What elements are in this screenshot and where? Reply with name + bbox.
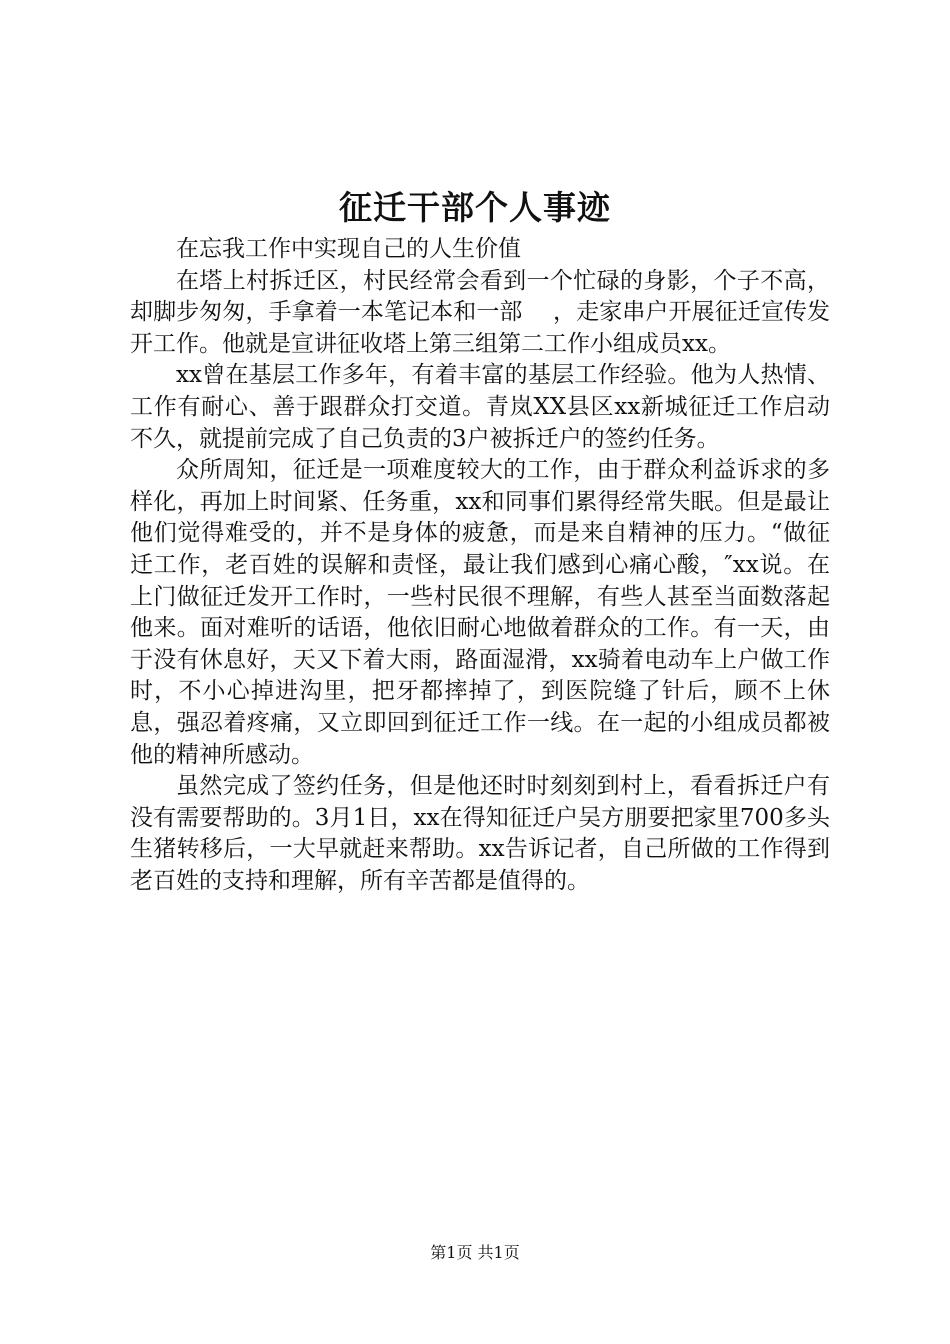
document-title: 征迁干部个人事迹	[339, 188, 611, 227]
page-footer: 第1页 共1页	[430, 1243, 520, 1262]
body-paragraph: 虽然完成了签约任务，但是他还时时刻刻到村上，看看拆迁户有没有需要帮助的。3月1日，xx在得知征迁户吴方朋要把家里700多头生猪转移后，一大早就赶来帮助。xx告诉记者，自己所做的工作得到老百姓的支持和理解，所有辛苦都是值得的。	[130, 773, 830, 894]
subtitle-paragraph: 在忘我工作中实现自己的人生价值	[176, 236, 521, 262]
document-body	[130, 234, 830, 897]
body-paragraph: xx曾在基层工作多年，有着丰富的基层工作经验。他为人热情、工作有耐心、善于跟群众打交道。青岚XX县区xx新城征迁工作启动不久，就提前完成了自己负责的3户被拆迁户的签约任务。	[130, 362, 830, 452]
body-paragraph: 众所周知，征迁是一项难度较大的工作，由于群众利益诉求的多样化，再加上时间紧、任务重，xx和同事们累得经常失眠。但是最让他们觉得难受的，并不是身体的疲惫，而是来自精神的压力。“做征迁工作，老百姓的误解和责怪，最让我们感到心痛心酸，″xx说。在上门做征迁发开工作时，一些村民很不理解，有些人甚至当面数落起他来。面对难听的话语，他依旧耐心地做着群众的工作。有一天，由于没有休息好，天又下着大雨，路面湿滑，xx骑着电动车上户做工作时，不小心掉进沟里，把牙都摔掉了，到医院缝了针后，顾不上休息，强忍着疼痛，又立即回到征迁工作一线。在一起的小组成员都被他的精神所感动。	[130, 457, 830, 768]
body-paragraph: 在塔上村拆迁区，村民经常会看到一个忙碌的身影，个子不高，却脚步匆匆，手拿着一本笔记本和一部 ，走家串户开展征迁宣传发开工作。他就是宣讲征收塔上第三组第二工作小组成员xx。	[130, 267, 830, 357]
